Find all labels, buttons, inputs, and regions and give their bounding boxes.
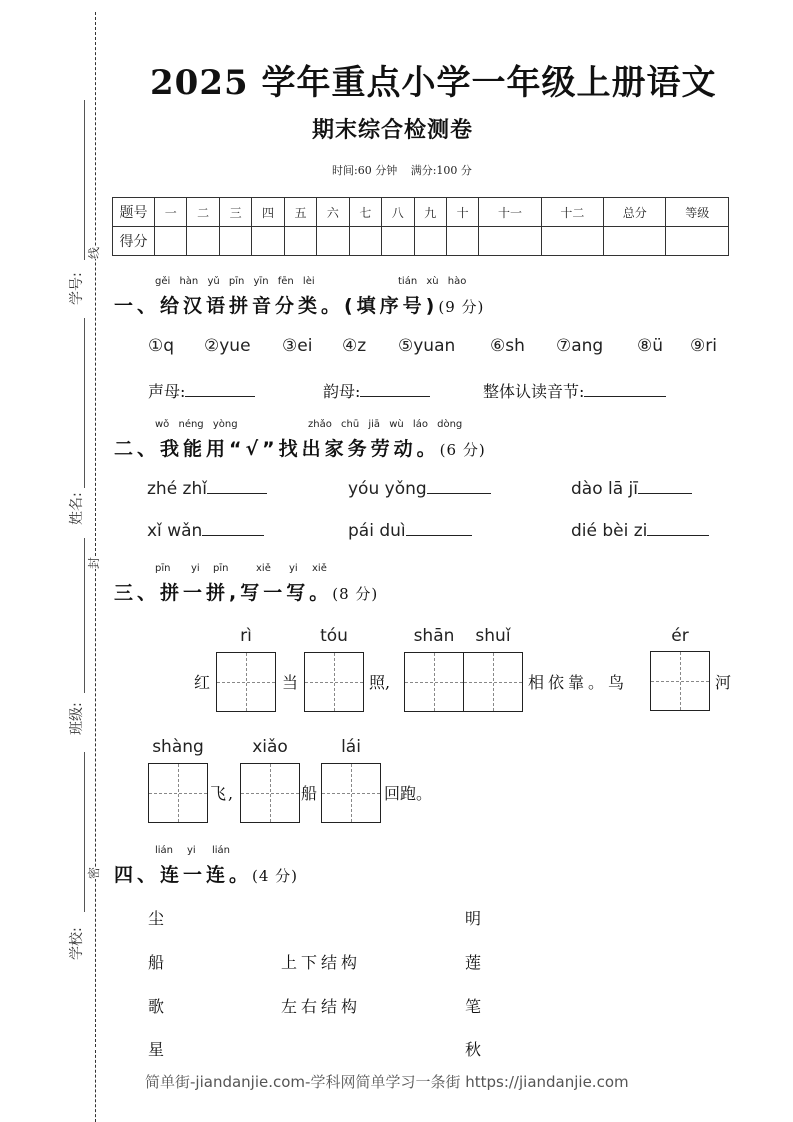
initials-label: 声母: <box>148 382 186 401</box>
chore-item-6-label: dié bèi zi <box>571 521 648 541</box>
time-limit: 时间:60 分钟 <box>332 164 398 177</box>
col-11: 十一 <box>479 198 541 227</box>
col-12: 十二 <box>541 198 603 227</box>
structure-top-bottom[interactable]: 上下结构 <box>281 953 362 972</box>
pinyin-ri: rì <box>240 626 252 646</box>
score-cell[interactable] <box>446 227 478 256</box>
chore-item-3-label: dào lā jī <box>571 479 639 499</box>
section3-points: (8 分) <box>332 585 379 603</box>
student-id-label: 学号: <box>69 272 85 305</box>
col-6: 六 <box>317 198 349 227</box>
left-char-2[interactable]: 船 <box>148 953 169 972</box>
score-cell[interactable] <box>252 227 284 256</box>
score-cell[interactable] <box>317 227 349 256</box>
section3-pinyin-yi2: yi <box>289 563 298 574</box>
section2-points: (6 分) <box>439 441 486 459</box>
option-9: ⑨ri <box>690 336 717 356</box>
score-cell[interactable] <box>284 227 316 256</box>
document-title: 2025 学年重点小学一年级上册语文 <box>150 63 717 103</box>
section3-heading <box>114 578 378 605</box>
section2-pinyin-1: wǒ néng yòng <box>155 419 238 430</box>
option-2: ②yue <box>204 336 251 356</box>
right-char-1[interactable]: 明 <box>465 909 486 928</box>
chore-item-6 <box>571 521 709 541</box>
col-2: 二 <box>187 198 219 227</box>
option-7: ⑦ang <box>556 336 604 356</box>
school-label: 学校: <box>69 927 85 960</box>
text-hong: 红 <box>194 673 215 692</box>
chore-item-1 <box>147 479 267 499</box>
score-cell[interactable] <box>155 227 187 256</box>
text-dang: 当 <box>282 673 303 692</box>
initials-blank[interactable] <box>185 383 255 397</box>
section4-pinyin-lian1: lián <box>155 845 174 856</box>
score-cell[interactable] <box>666 227 729 256</box>
writing-box-ri[interactable] <box>216 652 276 712</box>
col-5: 五 <box>284 198 316 227</box>
writing-box-lai[interactable] <box>321 763 381 823</box>
section2-title: 二、我能用“√”找出家务劳动。 <box>114 438 440 460</box>
binding-dashed-line <box>95 12 96 1047</box>
chore-item-4 <box>147 521 264 541</box>
name-underline <box>84 538 85 693</box>
section4-points: (4 分) <box>252 867 299 885</box>
writing-box-tou[interactable] <box>304 652 364 712</box>
chore-item-5-label: pái duì <box>348 521 406 541</box>
score-table <box>112 197 729 256</box>
question-number-row <box>113 198 729 227</box>
text-huipao: 回跑。 <box>384 784 433 803</box>
document-subtitle: 期末综合检测卷 <box>312 117 474 143</box>
score-cell[interactable] <box>219 227 251 256</box>
score-cell[interactable] <box>414 227 446 256</box>
pinyin-er: ér <box>671 626 689 646</box>
class-label: 班级: <box>69 702 85 735</box>
writing-box-shan[interactable] <box>404 652 464 712</box>
section3-pinyin-xie1: xiě <box>256 563 271 574</box>
col-8: 八 <box>382 198 414 227</box>
col-10: 十 <box>446 198 478 227</box>
pinyin-tou: tóu <box>320 626 348 646</box>
col-1: 一 <box>155 198 187 227</box>
score-row <box>113 227 729 256</box>
section4-pinyin-lian2: lián <box>212 845 231 856</box>
section3-pinyin-yi1: yi <box>191 563 200 574</box>
col-total: 总分 <box>604 198 666 227</box>
section3-pinyin-pin1: pīn <box>155 563 171 574</box>
pinyin-lai: lái <box>341 737 361 757</box>
option-5: ⑤yuan <box>398 336 456 356</box>
seal-mark-seal: 封 <box>87 556 102 570</box>
seal-mark-secret: 密 <box>87 866 102 880</box>
pinyin-shui: shuǐ <box>475 626 511 646</box>
name-label: 姓名: <box>69 492 85 525</box>
whole-syllables-label: 整体认读音节: <box>483 382 585 401</box>
right-char-3[interactable]: 笔 <box>465 997 486 1016</box>
writing-box-shui[interactable] <box>463 652 523 712</box>
pinyin-shang: shàng <box>152 737 204 757</box>
left-char-4[interactable]: 星 <box>148 1040 169 1059</box>
pinyin-xiao: xiǎo <box>252 737 288 757</box>
score-cell[interactable] <box>382 227 414 256</box>
finals-label: 韵母: <box>323 382 361 401</box>
student-id-underline-2 <box>84 318 85 488</box>
col-4: 四 <box>252 198 284 227</box>
section4-pinyin-yi: yi <box>187 845 196 856</box>
text-he: 河 <box>715 673 736 692</box>
chore-item-5-blank[interactable] <box>406 522 472 536</box>
writing-box-er[interactable] <box>650 651 710 711</box>
class-underline <box>84 752 85 912</box>
section1-pinyin-1: gěi hàn yǔ pīn yīn fēn lèi <box>155 276 315 287</box>
text-fei: 飞, <box>210 784 236 803</box>
binding-dashed-line-bottom <box>95 1050 96 1122</box>
whole-syllables-blank[interactable] <box>584 383 666 397</box>
score-cell[interactable] <box>479 227 541 256</box>
chore-item-3 <box>571 479 692 499</box>
section3-pinyin-xie2: xiě <box>312 563 327 574</box>
section3-title: 三、拼一拼,写一写。 <box>114 582 333 604</box>
section1-title: 一、给汉语拼音分类。(填序号) <box>114 295 439 317</box>
score-cell[interactable] <box>541 227 603 256</box>
question-number-header: 题号 <box>113 198 155 227</box>
right-char-4[interactable]: 秋 <box>465 1040 486 1059</box>
section3-pinyin-pin2: pīn <box>213 563 229 574</box>
section4-heading <box>114 860 298 887</box>
option-4: ④z <box>342 336 367 356</box>
writing-box-shang[interactable] <box>148 763 208 823</box>
score-cell[interactable] <box>349 227 381 256</box>
structure-left-right[interactable]: 左右结构 <box>281 997 362 1016</box>
chore-item-2-label: yóu yǒng <box>348 479 427 499</box>
section4-title: 四、连一连。 <box>114 864 253 886</box>
finals-answer <box>323 379 430 402</box>
finals-blank[interactable] <box>360 383 430 397</box>
option-6: ⑥sh <box>490 336 525 356</box>
text-xiangyikao-niao: 相依靠。鸟 <box>528 673 629 692</box>
section2-heading <box>114 434 486 461</box>
chore-item-5 <box>348 521 472 541</box>
text-chuan: 船 <box>301 784 318 803</box>
chore-item-4-blank[interactable] <box>202 522 264 536</box>
chore-item-1-label: zhé zhǐ <box>147 479 207 499</box>
option-3: ③ei <box>282 336 313 356</box>
col-9: 九 <box>414 198 446 227</box>
pinyin-shan: shān <box>413 626 455 646</box>
chore-item-1-blank[interactable] <box>207 480 267 494</box>
full-score: 满分:100 分 <box>410 164 472 177</box>
writing-box-xiao[interactable] <box>240 763 300 823</box>
exam-meta <box>332 162 482 178</box>
section1-pinyin-2: tián xù hào <box>398 276 467 287</box>
left-char-3[interactable]: 歌 <box>148 997 169 1016</box>
col-7: 七 <box>349 198 381 227</box>
right-char-2[interactable]: 莲 <box>465 953 486 972</box>
whole-syllables-answer <box>483 379 666 402</box>
seal-mark-line: 线 <box>87 246 102 260</box>
score-cell[interactable] <box>187 227 219 256</box>
student-id-underline <box>84 100 85 260</box>
left-char-1[interactable]: 尘 <box>148 909 169 928</box>
chore-item-4-label: xǐ wǎn <box>147 521 203 541</box>
section1-heading <box>114 291 484 318</box>
score-header: 得分 <box>113 227 155 256</box>
col-grade: 等级 <box>666 198 729 227</box>
col-3: 三 <box>219 198 251 227</box>
text-zhao: 照, <box>369 673 391 692</box>
score-cell[interactable] <box>604 227 666 256</box>
chore-item-3-blank[interactable] <box>638 480 692 494</box>
section2-pinyin-2: zhǎo chū jiā wù láo dòng <box>308 419 463 430</box>
section1-points: (9 分) <box>438 298 485 316</box>
option-8: ⑧ü <box>637 336 664 356</box>
chore-item-6-blank[interactable] <box>647 522 709 536</box>
footer-watermark: 简单街-jiandanjie.com-学科网简单学习一条街 https://jiandanjie.com <box>145 1073 629 1091</box>
option-1: ①q <box>148 336 175 356</box>
initials-answer <box>148 379 255 402</box>
chore-item-2-blank[interactable] <box>427 480 491 494</box>
chore-item-2 <box>348 479 491 499</box>
